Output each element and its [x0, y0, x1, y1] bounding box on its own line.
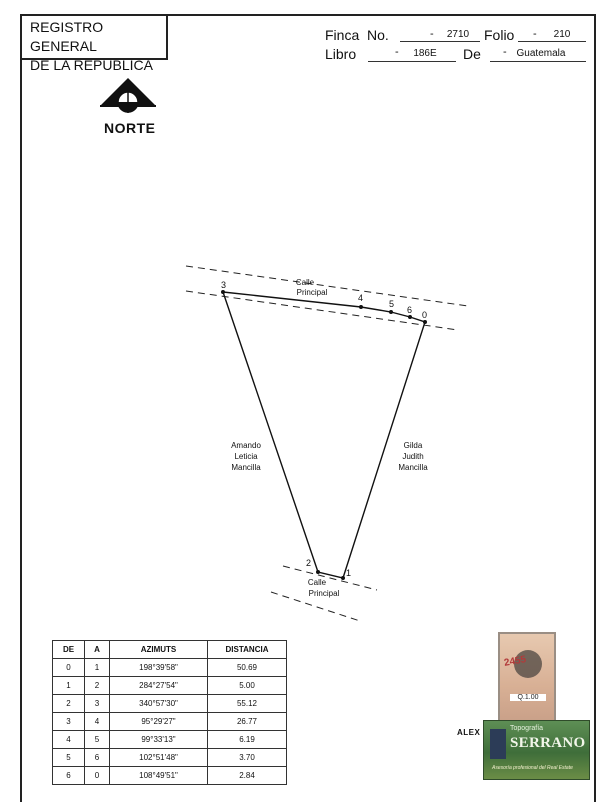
- cell-a: 1: [85, 659, 110, 677]
- cell-azimuth: 284°27'54": [110, 677, 208, 695]
- cell-azimuth: 198°39'58": [110, 659, 208, 677]
- finca-dash: -: [430, 28, 434, 40]
- cell-azimuth: 95°29'27": [110, 713, 208, 731]
- header-a: A: [85, 641, 110, 659]
- street-top-label-line1: Calle: [295, 278, 315, 287]
- stamp-value: Q.1.00: [510, 694, 546, 701]
- cell-de: 4: [53, 731, 85, 749]
- table-row: [53, 677, 287, 695]
- neighbor-right-line1: Gilda: [403, 441, 423, 450]
- point-label-6: 6: [407, 305, 413, 315]
- neighbor-left-line2: Leticia: [234, 452, 258, 461]
- table-row: [53, 731, 287, 749]
- cell-a: 0: [85, 767, 110, 785]
- neighbor-right-line3: Mancilla: [398, 463, 428, 472]
- table-row: [53, 695, 287, 713]
- cell-azimuth: 99°33'13": [110, 731, 208, 749]
- registry-title-line1: REGISTRO GENERAL: [30, 19, 104, 54]
- neighbor-right-line2: Judith: [402, 452, 424, 461]
- cell-de: 3: [53, 713, 85, 731]
- de-label: De: [463, 46, 481, 62]
- folio-dash: -: [533, 28, 537, 40]
- north-label: NORTE: [104, 120, 156, 136]
- north-arrow-icon: [100, 78, 156, 113]
- point-label-0: 0: [422, 310, 428, 320]
- street-bottom-label-line1: Calle: [307, 578, 327, 587]
- de-dash: -: [503, 46, 507, 58]
- point-label-5: 5: [389, 299, 395, 309]
- cell-de: 5: [53, 749, 85, 767]
- cell-a: 5: [85, 731, 110, 749]
- cell-distance: 50.69: [208, 659, 287, 677]
- cell-azimuth: 340°57'30": [110, 695, 208, 713]
- logo-tagline: Asesoría profesional del Real Estate: [492, 765, 573, 771]
- cell-a: 6: [85, 749, 110, 767]
- folio-label: Folio: [484, 27, 515, 43]
- cell-de: 0: [53, 659, 85, 677]
- department-value: Guatemala: [516, 48, 566, 59]
- no-label: No.: [367, 27, 389, 43]
- fiscal-stamp: [498, 632, 556, 722]
- finca-label: Finca: [325, 27, 360, 43]
- cell-distance: 55.12: [208, 695, 287, 713]
- cell-distance: 5.00: [208, 677, 287, 695]
- point-label-4: 4: [358, 293, 364, 303]
- point-label-3: 3: [221, 280, 227, 290]
- table-row: [53, 659, 287, 677]
- cell-azimuth: 102°51'48": [110, 749, 208, 767]
- cell-distance: 2.84: [208, 767, 287, 785]
- cell-distance: 6.19: [208, 731, 287, 749]
- street-top-label-line2: Principal: [296, 288, 328, 297]
- header-de: DE: [53, 641, 85, 659]
- neighbor-left-line3: Mancilla: [231, 463, 261, 472]
- libro-label: Libro: [325, 46, 357, 62]
- signature-name: ALEX: [457, 728, 481, 737]
- cell-distance: 26.77: [208, 713, 287, 731]
- cell-de: 6: [53, 767, 85, 785]
- cell-azimuth: 108°49'51": [110, 767, 208, 785]
- boundary-vertices: [221, 290, 427, 580]
- cell-a: 3: [85, 695, 110, 713]
- cell-a: 4: [85, 713, 110, 731]
- table-row: [53, 749, 287, 767]
- libro-dash: -: [395, 46, 399, 58]
- street-bottom-label-line2: Principal: [308, 589, 340, 598]
- folio-number: 210: [553, 29, 571, 40]
- building-icon: [490, 729, 506, 759]
- cell-de: 2: [53, 695, 85, 713]
- registry-title-line2: DE LA REPUBLICA: [30, 57, 153, 73]
- libro-number: 186E: [413, 48, 437, 59]
- stamp-number: 2455: [503, 654, 528, 669]
- point-label-2: 2: [306, 558, 312, 568]
- logo-main-text: SERRANO: [510, 735, 586, 751]
- point-label-1: 1: [346, 568, 352, 578]
- azimuth-table: [52, 640, 287, 785]
- header-distancia: DISTANCIA: [208, 641, 287, 659]
- cell-de: 1: [53, 677, 85, 695]
- finca-number: 2710: [446, 29, 470, 40]
- cell-a: 2: [85, 677, 110, 695]
- table-row: [53, 767, 287, 785]
- neighbor-left-line1: Amando: [231, 441, 261, 450]
- property-boundary: [223, 292, 428, 578]
- table-row: [53, 713, 287, 731]
- cell-distance: 3.70: [208, 749, 287, 767]
- logo-top-text: Topografía: [510, 725, 544, 732]
- azimuth-table-header: [53, 641, 287, 659]
- header-azimuts: AZIMUTS: [110, 641, 208, 659]
- company-logo: [483, 720, 590, 780]
